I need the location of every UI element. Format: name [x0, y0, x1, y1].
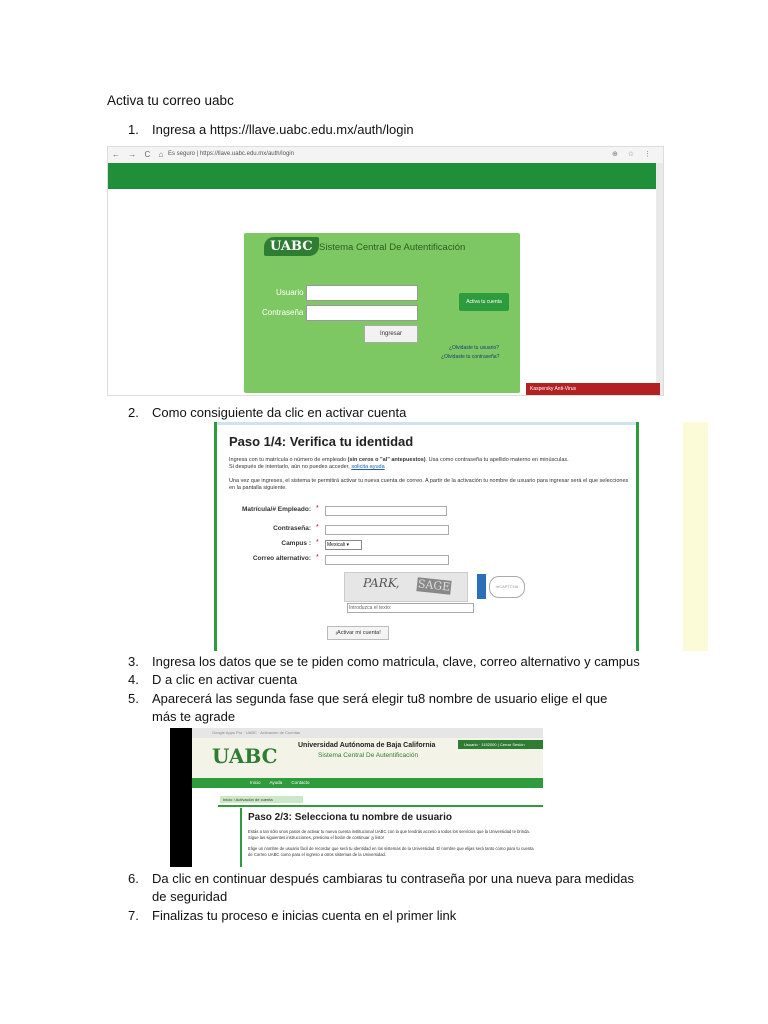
- right-margin: [683, 422, 708, 651]
- panel-border-left: [240, 808, 242, 867]
- panel-border-right: [636, 422, 639, 651]
- captcha-controls-icon: [477, 574, 486, 599]
- document-title: Activa tu correo uabc: [107, 93, 234, 108]
- scrollbar: [656, 163, 663, 395]
- activation-paragraph: Una vez que ingreses, el sistema te permitirá activar tu nueva cuenta de correo. A partir de la activación tu nombre de usuario para ingresar será el que selecciones en la pantalla siguiente.: [229, 478, 629, 491]
- captcha-input: Introduzca el texto:: [347, 603, 474, 613]
- divider: [218, 805, 543, 807]
- step-text: D a clic en activar cuenta: [152, 672, 298, 687]
- left-margin: [151, 422, 215, 651]
- system-name: Sistema Central De Autentificación: [318, 752, 419, 759]
- step-number: 5.: [128, 691, 139, 706]
- browser-tabs-bar: Google Apps Pro · UABC · Activación de Cuentas: [192, 728, 543, 738]
- captcha-word-2: SAGE: [417, 577, 451, 594]
- step-text: Ingresa los datos que se te piden como matricula, clave, correo alternativo y campus: [152, 654, 640, 669]
- address-bar: Es seguro | https://llave.uabc.edu.mx/auth/login: [168, 151, 294, 157]
- captcha-image: [344, 572, 468, 602]
- password-label: Contraseña: [262, 308, 304, 317]
- required-mark: *: [316, 554, 319, 561]
- step-1: [128, 121, 414, 139]
- choose-username-screenshot: [170, 728, 543, 867]
- browser-toolbar: [108, 147, 663, 164]
- uabc-logo: UABC: [212, 744, 278, 768]
- step-number: 4.: [128, 672, 139, 687]
- uabc-logo: UABC: [264, 237, 319, 256]
- university-name: Universidad Autónoma de Baja California: [298, 742, 436, 749]
- step-6: [128, 870, 648, 906]
- breadcrumb: Inicio › Activación de cuenta: [220, 796, 303, 803]
- login-page-screenshot: [107, 146, 664, 396]
- spacer: [192, 788, 543, 796]
- campus-label: Campus :: [281, 540, 311, 547]
- recaptcha-logo: reCAPTCHA: [489, 576, 525, 598]
- user-label: Usuario: [276, 288, 304, 297]
- login-panel: [244, 233, 520, 393]
- required-mark: *: [316, 539, 319, 546]
- step-text: Aparecerá las segunda fase que será elegir tu8 nombre de usuario elige el que más te agrade: [152, 691, 608, 724]
- step-text: Como consiguiente da clic en activar cuenta: [152, 405, 407, 420]
- step-number: 7.: [128, 908, 139, 923]
- password-input: [306, 305, 418, 321]
- intro-paragraph: Estás a tan sólo unos pasos de activar tu nueva cuenta institucional UABC con la que tendrás acceso a todos los servicios que la Universidad te brinda. Sigue las siguientes instrucciones, presiona el botón de continuar ¡y listo!: [248, 829, 530, 840]
- panel-top-line: [217, 422, 636, 425]
- step-4: [128, 671, 297, 689]
- alt-email-field: [325, 555, 449, 565]
- required-mark: *: [316, 505, 319, 512]
- site-nav: Inicio Ayuda Contacto: [192, 778, 543, 788]
- forgot-user-link: ¿Olvidaste tu usuario?: [449, 345, 500, 351]
- step-2: [128, 404, 406, 422]
- step-number: 2.: [128, 405, 139, 420]
- user-input: [306, 285, 418, 301]
- browser-nav-icons: ← → C ⌂: [112, 150, 167, 159]
- step-number: 6.: [128, 871, 139, 886]
- step-5: [128, 690, 648, 726]
- matricula-label: Matrícula/# Empleado:: [242, 506, 311, 513]
- help-link: solicita ayuda: [351, 464, 385, 470]
- step-text: Da clic en continuar después cambiaras tu contraseña por una nueva para medidas de seguridad: [152, 871, 635, 904]
- instructions-paragraph: Ingresa con tu matrícula o número de empleado (sin ceros o "al" antepuestos). Usa como contraseña tu apellido materno en minúsculas. Si después de intentarlo, aún no puedes acceder, solicita ayuda: [229, 457, 569, 470]
- username-paragraph: Elige un nombre de usuario fácil de recordar que será tu identidad en los sistemas de la Universidad. El nombre que elijas será tanto como para tu cuenta de Correo UABC como para el ingreso a otros sistemas de la Universidad.: [248, 846, 534, 857]
- forgot-password-link: ¿Olvidaste tu contraseña?: [441, 354, 500, 360]
- alt-email-label: Correo alternativo:: [252, 555, 311, 562]
- required-mark: *: [316, 524, 319, 531]
- header-band: [108, 163, 656, 189]
- user-info-bar: Usuario · 1152000 | Cerrar Sesión: [458, 740, 543, 749]
- password-label: Contraseña:: [273, 525, 311, 532]
- matricula-field: [325, 506, 447, 516]
- captcha-word-1: PARK,: [361, 576, 402, 590]
- panel-border-left: [214, 422, 217, 651]
- browser-toolbar-icons: ⊕ ☆ ⋮: [611, 151, 655, 158]
- activate-account-button: Activa tu cuenta: [459, 293, 509, 311]
- step-number: 1.: [128, 122, 139, 137]
- verify-identity-screenshot: [151, 422, 708, 651]
- step-text: Ingresa a https://llave.uabc.edu.mx/auth/login: [152, 122, 414, 137]
- step-heading: Paso 2/3: Selecciona tu nombre de usuario: [248, 812, 452, 823]
- step-7: [128, 907, 456, 925]
- password-field: [325, 525, 449, 535]
- system-title: Sistema Central De Autentificación: [319, 242, 466, 253]
- step-number: 3.: [128, 654, 139, 669]
- step-heading: Paso 1/4: Verifica tu identidad: [229, 434, 414, 449]
- step-text: Finalizas tu proceso e inicias cuenta en el primer link: [152, 908, 457, 923]
- step-3: [128, 653, 640, 671]
- login-button: Ingresar: [364, 325, 418, 343]
- activate-account-button: ¡Activar mi cuenta!: [327, 626, 389, 640]
- campus-select: Mexicali ▾: [325, 540, 362, 550]
- kaspersky-notification: Kaspersky Anti-Virus: [526, 383, 660, 395]
- left-black-bar: [170, 728, 192, 867]
